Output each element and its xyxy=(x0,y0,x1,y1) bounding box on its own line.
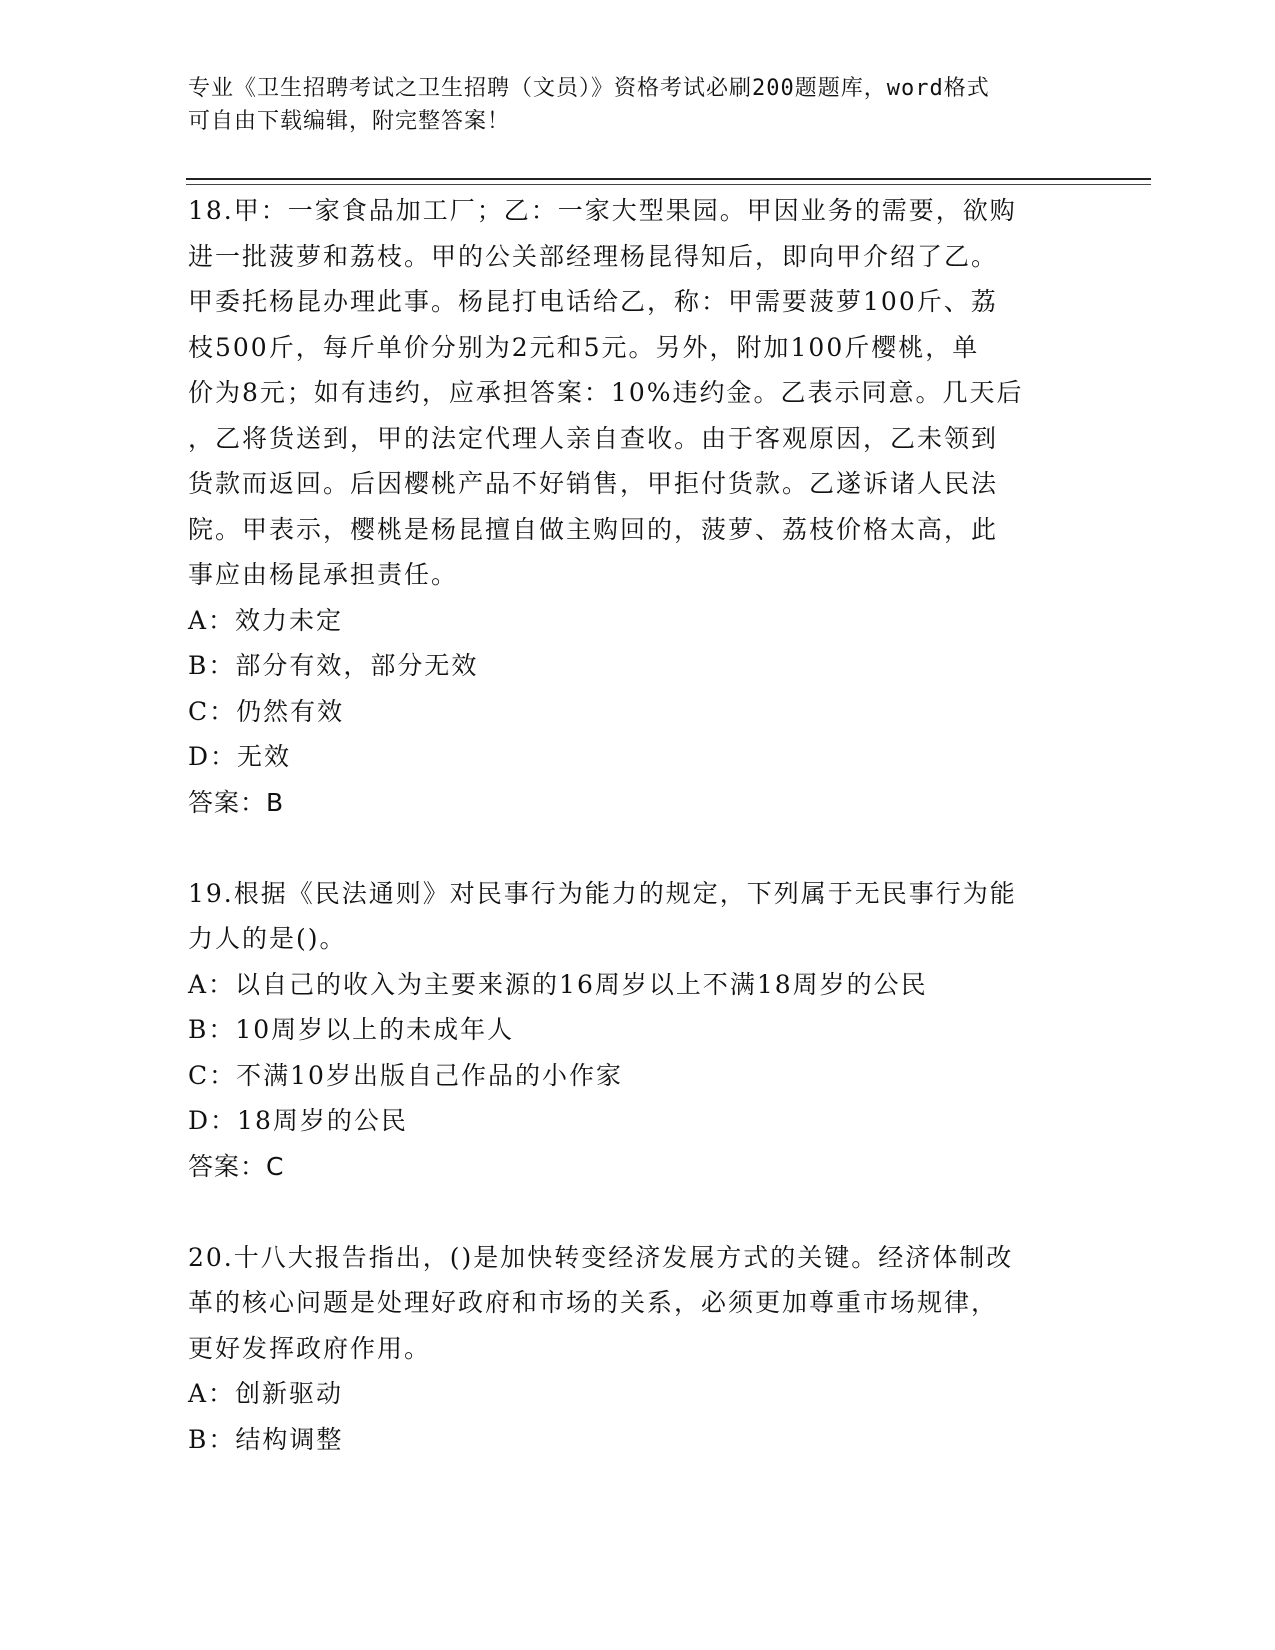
answer-label: 答案：B xyxy=(188,787,285,817)
question-text-line: 进一批菠萝和荔枝。甲的公关部经理杨昆得知后，即向甲介绍了乙。 xyxy=(188,241,999,271)
option-a: A：创新驱动 xyxy=(188,1379,344,1408)
question-text-line: 价为8元；如有违约，应承担答案：10%违约金。乙表示同意。几天后 xyxy=(188,378,1024,407)
header-line-2: 可自由下载编辑，附完整答案！ xyxy=(188,109,511,134)
question-text-line: 甲委托杨昆办理此事。杨昆打电话给乙，称：甲需要菠萝100斤、荔 xyxy=(188,287,998,316)
question-19 xyxy=(188,871,1078,1190)
question-text-line: 货款而返回。后因樱桃产品不好销售，甲拒付货款。乙遂诉诸人民法 xyxy=(188,469,999,498)
question-text-line: 事应由杨昆承担责任。 xyxy=(188,560,459,589)
question-text-line: 力人的是()。 xyxy=(188,924,347,953)
option-b: B：10周岁以上的未成年人 xyxy=(188,1015,515,1044)
document-header xyxy=(188,72,1068,138)
question-text-line: 20.十八大报告指出，()是加快转变经济发展方式的关键。经济体制改 xyxy=(188,1242,1014,1272)
question-text-line: 革的核心问题是处理好政府和市场的关系，必须更加尊重市场规律， xyxy=(188,1288,999,1317)
answer-label: 答案：C xyxy=(188,1151,285,1181)
option-b: B：部分有效，部分无效 xyxy=(188,651,479,680)
spacer xyxy=(188,825,1078,871)
question-text-line: 18.甲：一家食品加工厂；乙：一家大型果园。甲因业务的需要，欲购 xyxy=(188,196,1017,225)
option-c: C：不满10岁出版自己作品的小作家 xyxy=(188,1060,623,1090)
option-d: D：18周岁的公民 xyxy=(188,1106,408,1135)
question-list xyxy=(188,188,1078,1462)
question-text-line: 院。甲表示，樱桃是杨昆擅自做主购回的，菠萝、荔枝价格太高，此 xyxy=(188,514,999,544)
option-b: B：结构调整 xyxy=(188,1424,344,1454)
question-text-line: 更好发挥政府作用。 xyxy=(188,1333,432,1363)
question-text-line: ，乙将货送到，甲的法定代理人亲自查收。由于客观原因，乙未领到 xyxy=(188,423,999,453)
option-a: A：效力未定 xyxy=(188,605,344,635)
question-18 xyxy=(188,188,1078,825)
option-c: C：仍然有效 xyxy=(188,696,345,726)
question-text-line: 枝500斤，每斤单价分别为2元和5元。另外，附加100斤樱桃，单 xyxy=(188,332,980,362)
option-d: D：无效 xyxy=(188,742,292,771)
question-text-line: 19.根据《民法通则》对民事行为能力的规定，下列属于无民事行为能 xyxy=(188,878,1017,908)
spacer xyxy=(188,1189,1078,1235)
header-line-1: 专业《卫生招聘考试之卫生招聘（文员）》资格考试必刷200题题库，word格式 xyxy=(188,76,990,101)
header-divider-thick xyxy=(186,178,1151,180)
header-divider-thin xyxy=(186,184,1151,185)
option-a: A：以自己的收入为主要来源的16周岁以上不满18周岁的公民 xyxy=(188,969,928,999)
question-20 xyxy=(188,1235,1078,1463)
